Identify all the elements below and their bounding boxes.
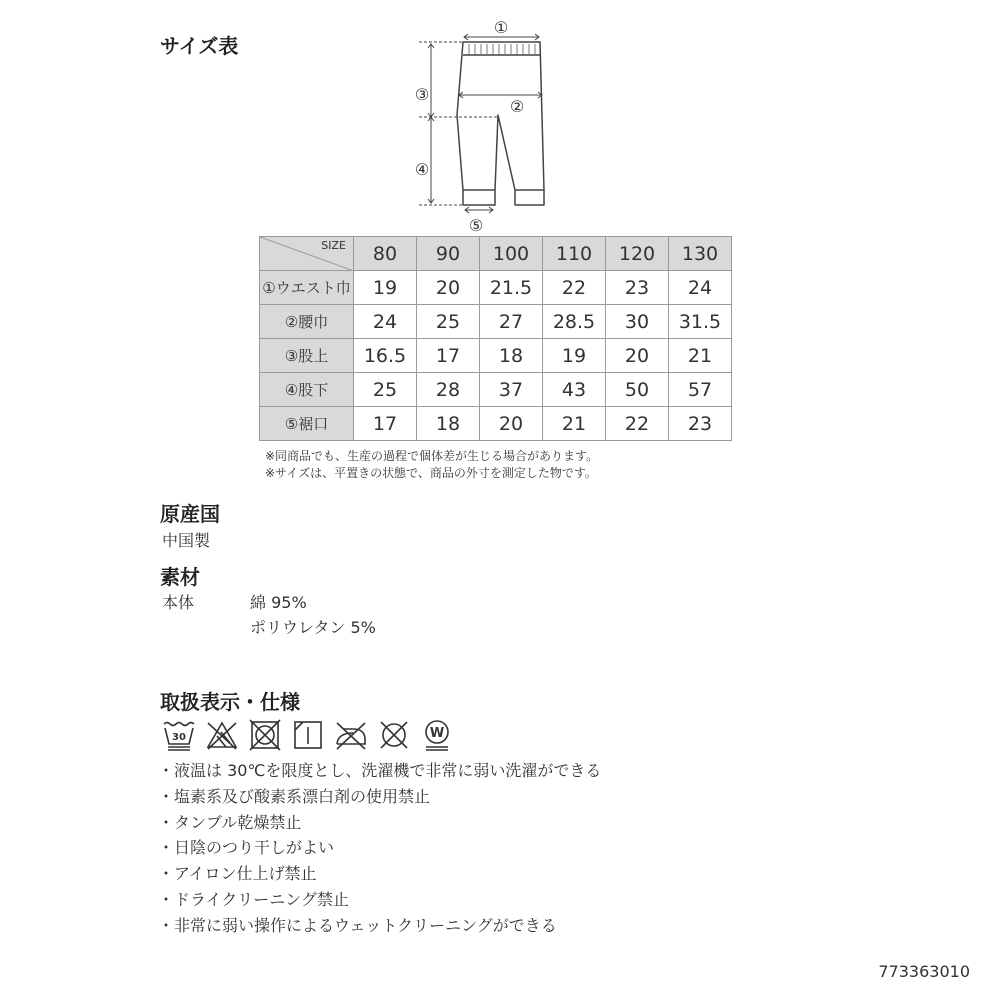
- care-instruction: ・ドライクリーニング禁止: [158, 889, 349, 909]
- size-note-measurement: ※サイズは、平置きの状態で、商品の外寸を測定した物です。: [265, 466, 597, 480]
- table-cell: 17: [354, 407, 417, 441]
- table-cell: 17: [417, 339, 480, 373]
- table-cell: 22: [543, 271, 606, 305]
- table-cell: 43: [543, 373, 606, 407]
- pants-outline: [457, 42, 544, 205]
- marker-rise: ③: [414, 85, 430, 104]
- table-cell: 19: [543, 339, 606, 373]
- care-instruction: ・塩素系及び酸素系漂白剤の使用禁止: [158, 786, 431, 806]
- material-item: 綿 95%: [250, 593, 307, 612]
- table-cell: 28.5: [543, 305, 606, 339]
- size-table: [259, 236, 732, 441]
- table-cell: 25: [354, 373, 417, 407]
- size-col-header: 110: [543, 237, 606, 271]
- size-table-title: サイズ表: [160, 34, 239, 58]
- wet-clean-letter: W: [429, 726, 445, 741]
- table-row: [260, 271, 732, 305]
- table-cell: 24: [354, 305, 417, 339]
- table-cell: 23: [669, 407, 732, 441]
- care-instruction: ・非常に弱い操作によるウェットクリーニングができる: [158, 915, 557, 935]
- table-cell: 31.5: [669, 305, 732, 339]
- no-tumble-dry-icon: [248, 718, 282, 752]
- size-header-label: SIZE: [321, 239, 346, 252]
- material-title: 素材: [160, 565, 200, 589]
- no-bleach-icon: [205, 718, 239, 752]
- care-instruction: ・アイロン仕上げ禁止: [158, 864, 317, 884]
- table-cell: 23: [606, 271, 669, 305]
- care-instruction: ・タンブル乾燥禁止: [158, 812, 302, 832]
- table-cell: 30: [606, 305, 669, 339]
- marker-waist: ①: [493, 18, 509, 37]
- table-row: [260, 373, 732, 407]
- table-cell: 16.5: [354, 339, 417, 373]
- table-cell: 20: [480, 407, 543, 441]
- table-row: [260, 339, 732, 373]
- size-col-header: 80: [354, 237, 417, 271]
- size-corner-cell: [260, 237, 354, 271]
- line-dry-shade-icon: [291, 718, 325, 752]
- care-title: 取扱表示・仕様: [160, 690, 300, 714]
- table-cell: 18: [417, 407, 480, 441]
- pants-measurement-diagram: [405, 10, 555, 235]
- table-row: [260, 407, 732, 441]
- table-cell: 20: [606, 339, 669, 373]
- row-label-waist: ①ウエスト巾: [260, 271, 354, 305]
- product-code: 773363010: [878, 962, 970, 981]
- row-label-hem: ⑤裾口: [260, 407, 354, 441]
- origin-value: 中国製: [162, 531, 211, 550]
- marker-hem: ⑤: [468, 216, 484, 235]
- table-cell: 21: [543, 407, 606, 441]
- wet-clean-very-gentle-icon: [420, 718, 454, 752]
- size-note-individual-difference: ※同商品でも、生産の過程で個体差が生じる場合があります。: [265, 449, 599, 463]
- table-cell: 21.5: [480, 271, 543, 305]
- size-table-header-row: [260, 237, 732, 271]
- wash-30-gentle-icon: [162, 718, 196, 752]
- material-item: ポリウレタン 5%: [250, 618, 376, 637]
- care-icons-row: [162, 718, 454, 752]
- marker-hip: ②: [509, 97, 525, 116]
- table-cell: 37: [480, 373, 543, 407]
- row-label-rise: ③股上: [260, 339, 354, 373]
- wash-temperature: 30: [172, 732, 186, 743]
- care-instruction: ・液温は 30℃を限度とし、洗濯機で非常に弱い洗濯ができる: [158, 761, 602, 780]
- table-cell: 24: [669, 271, 732, 305]
- table-cell: 57: [669, 373, 732, 407]
- care-instruction: ・日陰のつり干しがよい: [158, 838, 335, 858]
- marker-inseam: ④: [414, 160, 430, 179]
- size-col-header: 130: [669, 237, 732, 271]
- row-label-inseam: ④股下: [260, 373, 354, 407]
- size-col-header: 100: [480, 237, 543, 271]
- row-label-hip: ②腰巾: [260, 305, 354, 339]
- table-cell: 18: [480, 339, 543, 373]
- no-dry-clean-icon: [377, 718, 411, 752]
- table-cell: 21: [669, 339, 732, 373]
- table-cell: 28: [417, 373, 480, 407]
- size-col-header: 90: [417, 237, 480, 271]
- table-cell: 22: [606, 407, 669, 441]
- table-cell: 19: [354, 271, 417, 305]
- table-cell: 27: [480, 305, 543, 339]
- size-col-header: 120: [606, 237, 669, 271]
- care-instructions-list: [158, 758, 601, 939]
- no-iron-icon: [334, 718, 368, 752]
- origin-title: 原産国: [160, 502, 220, 526]
- table-cell: 25: [417, 305, 480, 339]
- material-part-label: 本体: [162, 593, 195, 612]
- table-row: [260, 305, 732, 339]
- table-cell: 50: [606, 373, 669, 407]
- table-cell: 20: [417, 271, 480, 305]
